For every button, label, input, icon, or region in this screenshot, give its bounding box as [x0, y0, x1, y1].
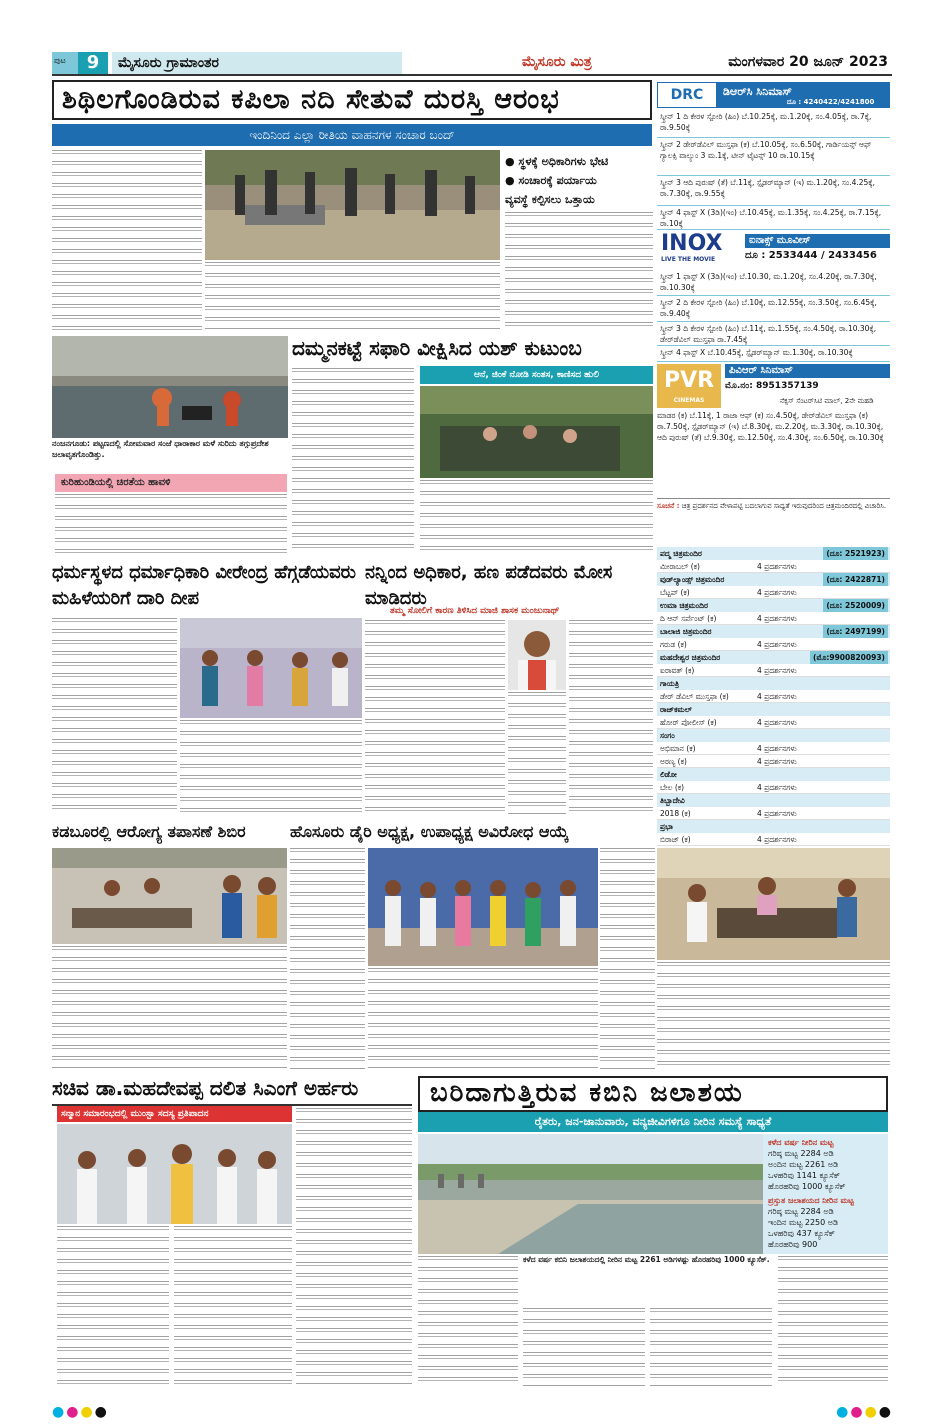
theatre-movie-row [657, 716, 890, 729]
movie-title: 2018 (ಕ) [660, 809, 691, 818]
story2-text-right [420, 480, 653, 554]
story8-subhead: ರೈತರು, ಜನ-ಜಾನುವಾರು, ವನ್ಯಜೀವಿಗಳಿಗೂ ನೀರಿನ ಸಮಸ್ಯೆ ಸಾಧ್ಯತೆ [418, 1112, 888, 1132]
story8-text-col2 [523, 1308, 645, 1386]
last-year-row: ಒಳಹರಿವು 1141 ಕ್ಯೂಸೆಕ್ [768, 1171, 841, 1180]
registration-dots-right: ●●●● [836, 1404, 893, 1420]
theatre-name: ಗಾಯತ್ರಿ [660, 679, 680, 688]
theatre-name-row [657, 794, 890, 807]
theatre-movie-row [657, 664, 890, 677]
movie-shows: 4 ಪ್ರದರ್ಶನಗಳು [757, 783, 797, 792]
theatre-movie-row [657, 833, 890, 846]
bridge-photo [205, 150, 500, 260]
theatre-movie-row [657, 742, 890, 755]
theatre-movie-row [657, 638, 890, 651]
masthead [52, 52, 892, 76]
movie-shows: 4 ಪ್ರದರ್ಶನಗಳು [757, 757, 797, 766]
inox-row: ಸ್ಕ್ರೀನ್ 3 ದಿ ಕೇರಳ ಸ್ಟೋರಿ (ಹಿಂ) ಬೆ.11ಕ್ಕೆ, ಮ.1.55ಕ್ಕೆ, ಸಂ.4.50ಕ್ಕೆ, ರಾ.10.30ಕ್ಕೆ, ಡೇರ್‌ಡೆವಿಲ್ ಮುಸ್ತಫಾ ರಾ.7.45ಕ್ಕೆ [657, 322, 890, 346]
theatre-movie-row [657, 690, 890, 703]
movie-shows: 4 ಪ್ರದರ್ಶನಗಳು [757, 666, 797, 675]
last-year-row: ಗರಿಷ್ಠ ಮಟ್ಟ 2284 ಅಡಿ [768, 1149, 834, 1158]
story7-subhead: ಸನ್ಮಾನ ಸಮಾರಂಭದಲ್ಲಿ ಮುಂಸ್ಬಾ ಸದಸ್ಯ ಪ್ರತಿಪಾದನ [57, 1106, 292, 1122]
story4-subhead: ತಮ್ಮ ಸೋಲಿಗೆ ಕಾರಣ ತಿಳಿಸಿದ ಮಾಜಿ ಶಾಸಕ ಮಂಜುನಾಥ್ [390, 606, 560, 616]
movie-title: ಬೆಟ್ಟಪ್ (ಕ) [660, 588, 690, 597]
drc-row: ಸ್ಕ್ರೀನ್ 4 ಫಾಸ್ಟ್ X (3ಡಿ)(ಇಂ) ಬೆ.10.45ಕ್ಕೆ, ಮ.1.35ಕ್ಕೆ, ಸಂ.4.25ಕ್ಕೆ, ರಾ.7.15ಕ್ಕೆ, ರಾ.10ಕ್ಕೆ [657, 206, 890, 230]
theatre-movie-row [657, 781, 890, 794]
story5-text [52, 946, 287, 1070]
felicitation-photo [57, 1124, 292, 1224]
drc-row: ಸ್ಕ್ರೀನ್ 2 ಡೇರ್‌ಡೆವಿಲ್ ಮುಸ್ತಫಾ (ಕ) ಬೆ.10.05ಕ್ಕೆ, ಸಂ.6.50ಕ್ಕೆ, ಗಾರ್ಡಿಯನ್ಸ್ ಆಫ್ ಗ್ಯಾಲಕ್ಸಿ ವಾಲ್ಯುಂ 3 ಮ.1ಕ್ಕೆ, ಟೀನ್ ಟೈಟನ್ಸ್ 10 ರಾ.10.15ಕ್ಕೆ [657, 138, 890, 176]
story6-headline: ಹೊಸೂರು ಡೈರಿ ಅಧ್ಯಕ್ಷ, ಉಪಾಧ್ಯಕ್ಷ ಅವಿರೋಧ ಆಯ್ಕೆ [290, 822, 569, 841]
theatre-name: ವುಡ್‌ಲ್ಯಾಂಡ್ಸ್ ಚಿತ್ರಮಂದಿರ [660, 575, 725, 584]
movie-shows: 4 ಪ್ರದರ್ಶನಗಳು [757, 835, 797, 844]
movie-title: ಮೀರಾಬಲ್ (ಕ) [660, 562, 700, 571]
theatre-movie-row [657, 560, 890, 573]
story4-text-right [569, 620, 653, 814]
current-row: ಒಳಹರಿವು 437 ಕ್ಯೂಸೆಕ್ [768, 1229, 835, 1238]
bullet-1: ● ಸ್ಥಳಕ್ಕೆ ಅಧಿಕಾರಿಗಳು ಭೇಟಿ [505, 155, 609, 168]
pvr-note-label: ಸೂಚನೆ : [657, 502, 680, 510]
story4-text-left [365, 620, 505, 814]
page-number: 9 [78, 52, 108, 74]
registration-dots-left: ●●●● [52, 1404, 109, 1420]
story2-tagline: ಆನೆ, ಜಿಂಕೆ ನೋಡಿ ಸಂತಸ, ಕಾಣಿಸದ ಹುಲಿ [420, 366, 653, 384]
story4-headline: ನನ್ನಿಂದ ಅಧಿಕಾರ, ಹಣ ಪಡೆದವರು ಮೋಸ ಮಾಡಿದರು [365, 562, 613, 609]
theatre-name-row [657, 729, 890, 742]
story2-headline: ದಮ್ಮನಕಟ್ಟೆ ಸಫಾರಿ ವೀಕ್ಷಿಸಿದ ಯಶ್ ಕುಟುಂಬ [292, 336, 582, 360]
drc-row: ಸ್ಕ್ರೀನ್ 1 ದಿ ಕೇರಳ ಸ್ಟೋರಿ (ಹಿಂ) ಬೆ.10.25ಕ್ಕೆ, ಮ.1.20ಕ್ಕೆ, ಸಂ.4.05ಕ್ಕೆ, ರಾ.7ಕ್ಕೆ, ರಾ.9.50ಕ್ಕೆ [657, 110, 890, 138]
drc-logo: DRC [657, 82, 717, 108]
story1-text-left [52, 150, 202, 330]
theatre-name: ಪ್ರಭಾ [660, 822, 673, 831]
movie-shows: 4 ಪ್ರದರ್ಶನಗಳು [757, 718, 797, 727]
movie-shows: 4 ಪ್ರದರ್ಶನಗಳು [757, 744, 797, 753]
story3-text-left [52, 618, 177, 814]
current-row: ಹೊರಹರಿವು 900 [768, 1240, 818, 1249]
bullet-3: ವ್ಯವಸ್ಥೆ ಕಲ್ಪಿಸಲು ಒತ್ತಾಯ [505, 193, 595, 206]
theatre-name: ಉಮಾ ಚಿತ್ರಮಂದಿರ [660, 601, 708, 610]
last-year-row: ಹೊರಹರಿವು 1000 ಕ್ಯೂಸೆಕ್ [768, 1182, 846, 1191]
health-camp-photo [52, 848, 287, 944]
theatre-name-row [657, 677, 890, 690]
theatre-name-row [657, 768, 890, 781]
flood-photo [52, 336, 288, 438]
theatre-name-row [657, 651, 890, 664]
story7-text-col2 [174, 1226, 292, 1386]
theatre-phone: (ದೂ: 2422871) [823, 573, 888, 586]
movie-title: ಬೇಲ (ಕ) [660, 783, 685, 792]
last-year-title: ಕಳೆದ ವರ್ಷ ನೀರಿನ ಮಟ್ಟ [768, 1138, 834, 1147]
dairy-photo [368, 848, 598, 966]
flood-caption: ನಂಜನಗೂಡು: ಪಟ್ಟಣದಲ್ಲಿ ಸೋಮವಾರ ಸಂಜೆ ಧಾರಾಕಾರ ಮಳೆ ಸುರಿದು ತಗ್ಗುಪ್ರದೇಶ ಜಲಾವೃತಗೊಂಡಿತ್ತು. [52, 438, 288, 468]
story7-headline: ಸಚಿವ ಡಾ.ಮಹದೇವಪ್ಪ ದಲಿತ ಸಿಎಂಗೆ ಅರ್ಹರು [52, 1076, 412, 1106]
theatre-movie-row [657, 807, 890, 820]
theatre-name-row [657, 703, 890, 716]
story8-text-col3 [650, 1308, 772, 1386]
theatre-name: ಬಾಲಾಜಿ ಚಿತ್ರಮಂದಿರ [660, 627, 712, 636]
manjunath-portrait [508, 620, 566, 690]
page-label: ಪುಟ [52, 52, 78, 74]
story6-text-right [600, 848, 655, 1070]
movie-title: ಅರಣ್ಯ (ಕ) [660, 757, 687, 766]
inox-row: ಸ್ಕ್ರೀನ್ 2 ದಿ ಕೇರಳ ಸ್ಟೋರಿ (ಹಿಂ) ಬೆ.10ಕ್ಕೆ, ಮ.12.55ಕ್ಕೆ, ಸಂ.3.50ಕ್ಕೆ, ಸಂ.6.45ಕ್ಕೆ, ರಾ.9.40ಕ್ಕೆ [657, 296, 890, 322]
section-title: ಮೈಸೂರು ಗ್ರಾಮಾಂತರ [112, 52, 402, 74]
story3-headline: ಧರ್ಮಸ್ಥಳದ ಧರ್ಮಾಧಿಕಾರಿ ವೀರೇಂದ್ರ ಹೆಗ್ಗಡೆಯವರು ಮಹಿಳೆಯರಿಗೆ ದಾರಿ ದೀಪ [52, 562, 356, 609]
theatre-name: ತಿಬ್ಬಾದೇವಿ [660, 796, 685, 805]
story8-headline: ಬರಿದಾಗುತ್ತಿರುವ ಕಬಿನಿ ಜಲಾಶಯ [418, 1076, 888, 1112]
office-photo [657, 848, 890, 960]
inox-logo-text: INOX [661, 231, 723, 256]
pvr-phone: ಮೊ.ನಂ: 8951357139 [725, 381, 819, 391]
story6-text-bottom [368, 968, 598, 1070]
story7-text-col3 [296, 1108, 412, 1386]
theatre-name: ಸಂಗಂ [660, 731, 675, 740]
story3-text-right [180, 720, 362, 814]
movie-title: ದಿ ಆನ್ ಸರ್ಪೆಂಟ್ (ಕ) [660, 614, 717, 623]
pvr-note-text: ಚಿತ್ರ ಪ್ರದರ್ಶನದ ವೇಳಾಪಟ್ಟಿ ಬದಲಾಗುವ ಸಾಧ್ಯತೆ ಇರುವುದರಿಂದ ಚಿತ್ರಮಂದಿರದಲ್ಲಿ ವಿಚಾರಿಸಿ. [681, 502, 887, 510]
leopard-box-title: ಕುರಿಹುಂಡಿಯಲ್ಲಿ ಚಿರತೆಯ ಹಾವಳಿ [55, 474, 287, 492]
story1-bullets [505, 152, 653, 209]
inox-row: ಸ್ಕ್ರೀನ್ 4 ಫಾಸ್ಟ್ X ಬೆ.10.45ಕ್ಕೆ, ಸ್ಪೈಡರ್‌ಮ್ಯಾನ್ ಮ.1.30ಕ್ಕೆ, ರಾ.10.30ಕ್ಕೆ [657, 346, 890, 362]
theatre-name: ಪದ್ಮ ಚಿತ್ರಮಂದಿರ [660, 549, 702, 558]
movie-shows: 4 ಪ್ರದರ್ಶನಗಳು [757, 562, 797, 571]
theatre-phone: (ದೂ: 2520009) [823, 599, 888, 612]
story4-text-mid [508, 692, 566, 814]
drc-header [657, 82, 890, 108]
movie-shows: 4 ಪ್ರದರ್ಶನಗಳು [757, 614, 797, 623]
safari-photo [420, 386, 653, 478]
pvr-name: ಪಿವಿಆರ್ ಸಿನಿಮಾಸ್ [725, 364, 890, 378]
inox-logo [657, 232, 741, 268]
current-row: ಗರಿಷ್ಠ ಮಟ್ಟ 2284 ಅಡಿ [768, 1207, 834, 1216]
story2-text-left [292, 368, 414, 554]
paper-name: ಮೈಸೂರು ಮಿತ್ರ [522, 54, 592, 70]
movie-shows: 4 ಪ್ರದರ್ಶನಗಳು [757, 692, 797, 701]
theatre-name: ರಾಜ್‌ಕಮಲ್ [660, 705, 692, 714]
theatre-name-row [657, 599, 890, 612]
movie-title: ಬಿರಾಜ್ (ಕ) [660, 835, 691, 844]
story8-text-col1 [418, 1256, 518, 1386]
drc-phone: ದೂ : 4240422/4241800 [787, 98, 875, 106]
movie-shows: 4 ಪ್ರದರ್ಶನಗಳು [757, 640, 797, 649]
last-year-row: ಅಂದಿನ ಮಟ್ಟ 2261 ಅಡಿ [768, 1160, 839, 1169]
pvr-logo [657, 364, 721, 408]
theatre-movie-row [657, 612, 890, 625]
story1-headline: ಶಿಥಿಲಗೊಂಡಿರುವ ಕಪಿಲಾ ನದಿ ಸೇತುವೆ ದುರಸ್ತಿ ಆರಂಭ [52, 80, 652, 120]
issue-date: ಮಂಗಳವಾರ 20 ಜೂನ್ 2023 [728, 54, 888, 70]
theatre-name-row [657, 547, 890, 560]
movie-shows: 4 ಪ್ರದರ್ಶನಗಳು [757, 588, 797, 597]
kabini-dam-photo [418, 1134, 763, 1254]
water-level-box [763, 1134, 888, 1254]
pvr-address: ನೆಕ್ಸಸ್ ಸೆಂಟರ್‌ಸಿಟಿ ಮಾಲ್, 2ನೇ ಮಹಡಿ [780, 397, 874, 405]
office-text [657, 962, 890, 1070]
movie-title: ಐರಾವತ್ (ಕ) [660, 666, 695, 675]
story6-text-left [290, 848, 365, 1070]
dharmasthala-photo [180, 618, 362, 718]
pvr-listing: ಮಾಡರ (ಕ) ಬೆ.11ಕ್ಕೆ, 1 ರಾಜಾ ಆಫ್ (ಕ) ಸಂ.4.50ಕ್ಕೆ, ಡೇರ್‌ಡೆವಿಲ್ ಮುಸ್ತಫಾ (ಕ) ರಾ.7.50ಕ್ಕೆ, ಸ್ಪೈಡರ್‌ಮ್ಯಾನ್ (ಇ) ಬೆ.8.30ಕ್ಕೆ, ಮ.2.20ಕ್ಕೆ, ಮ.3.30ಕ್ಕೆ, ರಾ.10.30ಕ್ಕೆ, ಆದಿ ಪುರುಷ್ (ತೆ) ಬೆ.9.30ಕ್ಕೆ, ಮ.12.50ಕ್ಕೆ, ಸಂ.4.30ಕ್ಕೆ, ಸಂ.6.50ಕ್ಕೆ, ರಾ.10.30ಕ್ಕೆ [657, 411, 884, 442]
theatre-movie-row [657, 586, 890, 599]
story5-headline: ಕಡಬೂರಲ್ಲಿ ಆರೋಗ್ಯ ತಪಾಸಣೆ ಶಿಬಿರ [52, 822, 246, 841]
theatre-phone: (ದೂ: 2497199) [823, 625, 888, 638]
story1-subhead: ಇಂದಿನಿಂದ ಎಲ್ಲಾ ರೀತಿಯ ವಾಹನಗಳ ಸಂಚಾರ ಬಂದ್ [52, 124, 652, 146]
story8-text-col4 [778, 1256, 888, 1386]
leopard-box-text [55, 494, 287, 554]
drc-name: ಡಿಆರ್‌ಸಿ ಸಿನಿಮಾಸ್ [723, 85, 792, 98]
current-title: ಪ್ರಸ್ತುತ ಜಲಾಶಯದ ನೀರಿನ ಮಟ್ಟ [768, 1196, 854, 1205]
theatre-name-row [657, 573, 890, 586]
theatre-movie-row [657, 755, 890, 768]
current-row: ಇಂದಿನ ಮಟ್ಟ 2250 ಅಡಿ [768, 1218, 839, 1227]
inox-name: ಐನಾಕ್ಸ್ ಮೂವೀಸ್ [745, 234, 890, 248]
theatre-name-row [657, 820, 890, 833]
pvr-tagline: CINEMAS [673, 397, 705, 404]
kabini-caption: ಕಳೆದ ವರ್ಷ ಕಬಿನಿ ಜಲಾಶಯದಲ್ಲಿ ನೀರಿನ ಮಟ್ಟ 2261 ಅಡಿಗಳಷ್ಟು ಹೊರಹರಿವು 1000 ಕ್ಯೂಸೆಕ್. [523, 1254, 777, 1306]
movie-shows: 4 ಪ್ರದರ್ಶನಗಳು [757, 809, 797, 818]
story7-text-col1 [57, 1226, 169, 1386]
inox-tagline: LIVE THE MOVIE [661, 256, 716, 263]
bullet-2: ● ಸಂಚಾರಕ್ಕೆ ಪರ್ಯಾಯ [505, 174, 597, 187]
movie-title: ಗರುಡ (ಕ) [660, 640, 687, 649]
drc-row: ಸ್ಕ್ರೀನ್ 3 ಆದಿ ಪುರುಷ್ (ತೆ) ಬೆ.11ಕ್ಕೆ, ಸ್ಪೈಡರ್‌ಮ್ಯಾನ್ (ಇ) ಮ.1.20ಕ್ಕೆ, ಸಂ.4.25ಕ್ಕೆ, ರಾ.7.30ಕ್ಕೆ, ರಾ.9.55ಕ್ಕೆ [657, 176, 890, 206]
pvr-note [657, 498, 890, 544]
pvr-logo-text: PVR [663, 368, 715, 393]
movie-title: ಹೋರ್ ಪೋಲೀಸ್ (ಕ) [660, 718, 717, 727]
movie-title: ಡೇರ್ ಡೆವಿಲ್ ಮುಸ್ತಫಾ (ಕ) [660, 692, 729, 701]
theatre-table [657, 547, 890, 846]
inox-row: ಸ್ಕ್ರೀನ್ 1 ಫಾಸ್ಟ್ X (3ಡಿ)(ಇಂ) ಬೆ.10.30, ಮ.1.20ಕ್ಕೆ, ಸಂ.4.20ಕ್ಕೆ, ರಾ.7.30ಕ್ಕೆ, ರಾ.10.30ಕ್ಕೆ [657, 270, 890, 296]
theatre-name-row [657, 625, 890, 638]
story1-text-right [505, 212, 653, 330]
story1-text-mid [205, 262, 500, 330]
theatre-name: ಲಿಡೋ [660, 770, 677, 779]
inox-phone: ದೂ : 2533444 / 2433456 [745, 250, 877, 261]
movie-title: ಅಭಿಮಾನ (ಕ) [660, 744, 696, 753]
theatre-phone: (ಮೊ:9900820093) [810, 651, 888, 664]
theatre-name: ಮಹದೇಶ್ವರ ಚಿತ್ರಮಂದಿರ [660, 653, 721, 662]
theatre-phone: (ದೂ: 2521923) [823, 547, 888, 560]
